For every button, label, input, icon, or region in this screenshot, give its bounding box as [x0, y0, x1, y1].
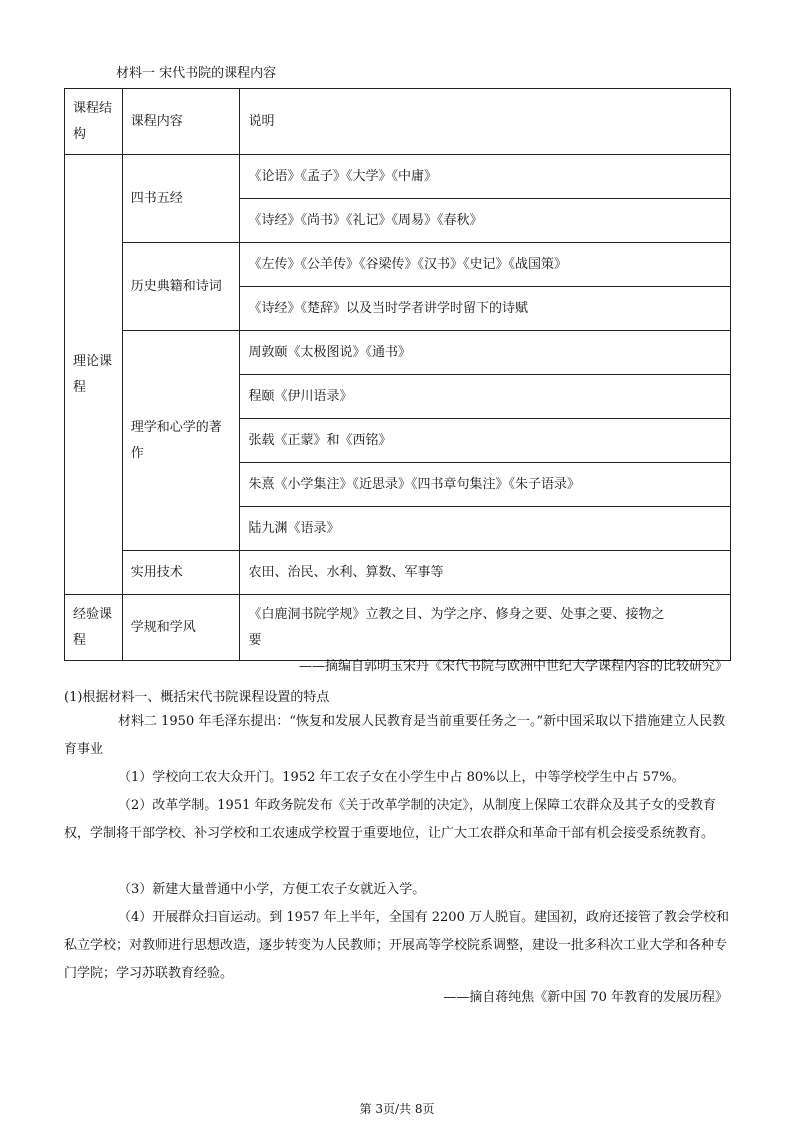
table-row — [65, 595, 731, 661]
page-footer: 第 3页/共 8页 — [359, 1102, 435, 1116]
table-row — [65, 243, 731, 287]
table-row — [65, 155, 731, 199]
material2-point-4: （4）开展群众扫盲运动。到 1957 年上半年，全国有 2200 万人脱盲。建国初，政府还接管了教会学校和私立学校；对教师进行思想改造，逐步转变为人民教师；开展高等学校院系调整，建设一批多科次工业大学和各种专门学院；学习苏联教育经验。 — [64, 910, 729, 981]
content-cell: 实用技术 — [122, 551, 240, 595]
material1-source: ——摘编自郭明玉宋丹《宋代书院与欧洲中世纪大学课程内容的比较研究》 — [298, 659, 728, 674]
experience-structure-cell: 经验课 程 — [65, 595, 123, 661]
description-cell: 周敦颐《太极图说》《通书》 — [240, 331, 731, 375]
material2-source: ——摘自蒋纯焦《新中国 70 年教育的发展历程》 — [443, 990, 728, 1005]
description-cell: 朱熹《小学集注》《近思录》《四书章句集注》《朱子语录》 — [240, 463, 731, 507]
header-description: 说明 — [240, 89, 731, 155]
material2-point-2: （2）改革学制。1951 年政务院发布《关于改革学制的决定》，从制度上保障工农群众及其子女的受教育权，学制将干部学校、补习学校和工农速成学校置于重要地位，让广大工农群众和革命干部有机会接受系统教育。 — [64, 798, 716, 841]
description-cell: 《诗经》《楚辞》以及当时学者讲学时留下的诗赋 — [240, 287, 731, 331]
content-cell: 理学和心学的著 作 — [122, 331, 240, 551]
material2-intro: 材料二 1950 年毛泽东提出：“恢复和发展人民教育是当前重要任务之一。”新中国采取以下措施建立人民教育事业 — [64, 714, 726, 757]
description-cell: 农田、治民、水利、算数、军事等 — [240, 551, 731, 595]
material1-title: 材料一 宋代书院的课程内容 — [116, 66, 277, 81]
theory-structure-cell: 理论课 程 — [65, 155, 123, 595]
header-structure: 课程结 构 — [65, 89, 123, 155]
material2-point-1: （1）学校向工农大众开门。1952 年工农子女在小学生中占 80%以上，中等学校学生中占 57%。 — [118, 770, 685, 785]
content-cell: 学规和学风 — [122, 595, 240, 661]
curriculum-table — [64, 88, 731, 661]
header-content: 课程内容 — [122, 89, 240, 155]
table-row — [65, 551, 731, 595]
description-cell: 《论语》《孟子》《大学》《中庸》 — [240, 155, 731, 199]
description-cell: 《诗经》《尚书》《礼记》《周易》《春秋》 — [240, 199, 731, 243]
content-cell: 历史典籍和诗词 — [122, 243, 240, 331]
material2-point-3: （3）新建大量普通中小学，方便工农子女就近入学。 — [118, 882, 426, 897]
description-cell: 《左传》《公羊传》《谷梁传》《汉书》《史记》《战国策》 — [240, 243, 731, 287]
description-cell: 陆九渊《语录》 — [240, 507, 731, 551]
description-cell: 《白鹿洞书院学规》立教之目、为学之序、修身之要、处事之要、接物之 要 — [240, 595, 731, 661]
description-cell: 张载《正蒙》和《西铭》 — [240, 419, 731, 463]
description-cell: 程颐《伊川语录》 — [240, 375, 731, 419]
table-row — [65, 331, 731, 375]
question-1: (1)根据材料一、概括宋代书院课程设置的特点 — [64, 690, 330, 705]
content-cell: 四书五经 — [122, 155, 240, 243]
table-header-row — [65, 89, 731, 155]
